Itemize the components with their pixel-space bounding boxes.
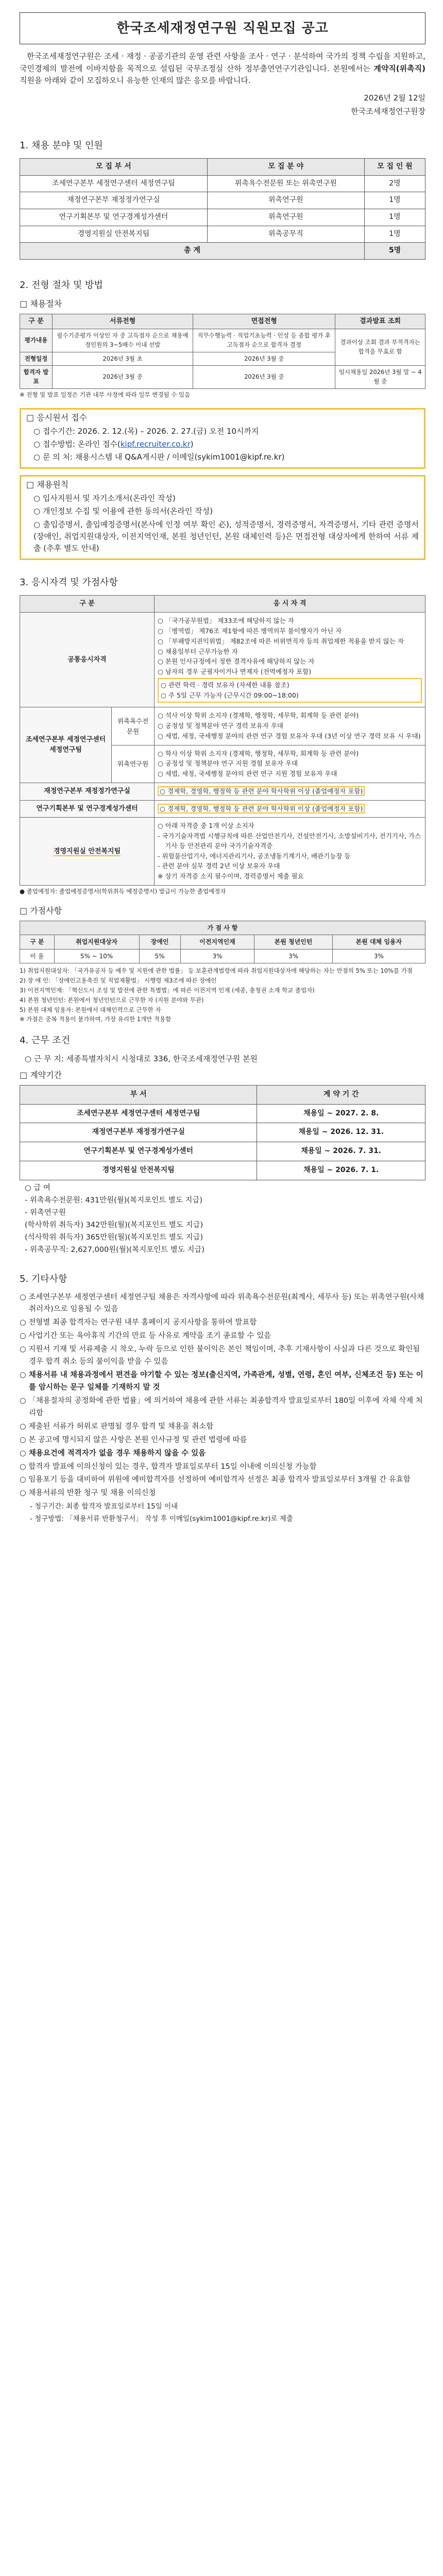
intro-text-2: 직원을 아래와 같이 모집하오니 유능한 인재의 많은 응모를 바랍니다. [20, 75, 251, 85]
row-label: 연구기획본부 및 연구경계성가센터 [20, 800, 155, 818]
table-cell: 2026년 3월 초 [53, 352, 193, 366]
signature: 한국조세재정연구원장 [351, 106, 425, 116]
table-cell: 3% [254, 949, 332, 963]
table-cell: 5% ~ 10% [54, 949, 139, 963]
list-item: ○ 남자의 경우 군필자이거나 면제자 (전역예정자 포함) [158, 668, 312, 676]
table-header: 부 서 [20, 1086, 257, 1105]
row-label: 전형일정 [20, 352, 53, 366]
date-signature [20, 92, 425, 118]
bonus-note: 3) 이전지역인재: 「혁신도시 조성 및 발전에 관한 특별법」에 따른 이전지역 인재 (세종, 충청권 소재 학교 졸업자) [20, 986, 315, 994]
list-item: ○ 주 5일 근무 가능자 (근무시간 09:00~18:00) [161, 691, 299, 699]
table-cell: 임시채용일 2026년 3월 말 ~ 4월 중 [335, 366, 425, 389]
table-cell [155, 707, 425, 745]
table-cell: 1명 [364, 192, 425, 209]
table-row [20, 613, 425, 707]
section-heading-5: 5. 기타사항 [20, 1273, 67, 1284]
table-cell: 재정연구본부 재정정가연구실 [20, 192, 208, 209]
list-item: ○ 공정성 및 정책분야 연구 경력 보유자 우대 [158, 722, 283, 730]
list-item: - 국가기술자격법 시행규칙에 따른 산업안전기사, 건설안전기사, 소방설비기사, 전기기사, 가스기사 등 안전관리 분야 국가기술자격증 [158, 832, 421, 850]
section-heading-2: 2. 전형 절차 및 방법 [20, 280, 103, 291]
list-item: ○ 「채용절차의 공정화에 관한 법률」에 의거하여 채용에 관한 서류는 최종합격자 발표일로부터 180일 이후에 자체 삭제 처리함 [20, 1396, 423, 1417]
table-header: 본원 청년인턴 [254, 935, 332, 950]
table-cell: 2명 [364, 175, 425, 192]
documents-line: ○ 출입증명서, 출입예정증명서(본사에 인정 여부 확인 必), 성적증명서, 경력증명서, 자격증명서, 기타 관련 증명서(장애인, 취업지원대상자, 이전지역인재, 본원 청년인턴, 본원 대체인력 등)은 면접전형 대상자에게 한하여 서류 제출 (추후 별도 안내) [33, 519, 419, 553]
list-item: ○ 채용서류의 반환 청구 및 채용 이의신청 [20, 1489, 156, 1498]
salary-line: (학사학위 취득자) 342만원(월)(복지포인트 별도 지급) [25, 1221, 203, 1230]
graduation-footnote: ● 졸업예정자: 졸업예정증명서(학위취득 예정증명서) 발급이 가능한 졸업예정자 [20, 887, 226, 895]
table-row [20, 1161, 425, 1180]
table-header: 구 분 [20, 935, 55, 950]
table-cell: 2026년 3월 중 [193, 352, 335, 366]
table-cell: 경영지원실 안전복지팀 [20, 226, 208, 243]
total-row [20, 243, 425, 260]
row-label: 재정연구본부 재정정가연구실 [20, 783, 155, 800]
table-header: 구 분 [20, 596, 155, 613]
bonus-note: ※ 가점은 중복 적용이 불가하며, 가장 유리한 1개만 적용함 [20, 1015, 172, 1023]
table-cell: 채용일 ~ 2026. 7. 1. [257, 1161, 425, 1180]
salary-heading: ○ 급 여 [25, 1183, 50, 1192]
table-header: 이전지역인재 [180, 935, 254, 950]
method-prefix: ○ 접수방법: 온라인 접수( [33, 439, 121, 449]
bonus-note: 2) 장 애 인: 「장애인고용촉진 및 직업재활법」 시행령 제3조에 따른 장애인 [20, 977, 217, 985]
section-heading-4: 4. 근무 조건 [20, 1035, 71, 1046]
table-cell: 위촉공무직 [207, 226, 364, 243]
table-cell: 5% [139, 949, 180, 963]
contract-table [20, 1085, 425, 1180]
subheading-process: □ 채용절차 [20, 298, 62, 309]
table-cell [155, 783, 425, 800]
title-box [20, 12, 425, 44]
list-item: ○ 채용일부터 근무가능한 자 [158, 647, 238, 655]
table-cell [155, 818, 425, 886]
subheading-contract: □ 계약기간 [20, 1070, 62, 1080]
announcement-date: 2026년 2월 12일 [364, 93, 425, 103]
list-item: ○ 아래 자격증 중 1개 이상 소지자 [158, 822, 254, 830]
table-cell: 위촉연구원 [207, 192, 364, 209]
list-item: ○ 경제학, 경영학, 행정학 등 관련 분야 학사학위 이상 (졸업예정자 포함) [158, 786, 365, 796]
list-item: ○ 「국가공무원법」 제33조에 해당하지 않는 자 [158, 617, 294, 625]
list-item: - 관련 분야 실무 경력 2년 이상 보유자 우대 [158, 862, 280, 870]
intro-text-1: 한국조세재정연구원은 조세 · 재정 · 공공기관의 운영 관련 사항을 조사 · 연구 · 분석하여 국가의 정책 수립을 지원하고, 국민경제의 발전에 이바지함을 목적으로 설립된 국무조정실 산하 정부출연연구기관입니다. 본원에서는 [20, 52, 425, 73]
total-value: 5명 [364, 243, 425, 260]
documents-line: ○ 입사지원서 및 자기소개서(온라인 작성) [33, 494, 176, 503]
list-item: ○ 석사 이상 학위 소지자 (경제학, 행정학, 세무학, 회계학 등 관련 분야) [158, 711, 359, 720]
table-cell: 직무수행능력 · 직업기초능력 · 인성 등 종합 평가 후 고득점자 순으로 합격자 결정 [193, 329, 335, 352]
bonus-notes [20, 967, 425, 1024]
list-item: ○ 채용서류 내 채용과정에서 편견을 야기할 수 있는 정보(출신지역, 가족관계, 성별, 연령, 혼인 여부, 신체조건 등) 또는 이를 암시하는 문구 일체를 기재하지 말 것 [20, 1371, 423, 1392]
table-row [20, 226, 425, 243]
table-row [20, 175, 425, 192]
table-cell: 위촉욕수전문원 또는 위촉연구원 [207, 175, 364, 192]
list-item: ○ 조세연구본부 세정연구센터 세정연구팀 채용은 자격사항에 따라 위촉욕수전문원(최계사, 세무사 등) 또는 위촉연구원(사채취러자)으로 임용될 수 있음 [20, 1293, 424, 1314]
table-row [20, 1123, 425, 1142]
table-row [20, 1142, 425, 1161]
table-cell: 채용일 ~ 2026. 12. 31. [257, 1123, 425, 1142]
salary-block [25, 1182, 425, 1257]
list-subitem: - 청구방법: 「채용서류 반환청구서」 작성 후 이메일(sykim1001@kipf.re.kr)로 제출 [30, 1514, 293, 1523]
table-header: 응 시 자 격 [155, 596, 425, 613]
table-row [20, 800, 425, 818]
bonus-table [20, 921, 425, 964]
table-cell: 3% [332, 949, 425, 963]
table-row [20, 783, 425, 800]
table-cell: 경영지원실 안전복지팀 [20, 1161, 257, 1180]
table-row [20, 818, 425, 886]
list-item: ○ 공정성 및 정책분야 연구 지원 경험 보유자 우대 [158, 759, 298, 768]
work-place: ○ 근 무 지: 세종특별자치시 시청대로 336, 한국조세재정연구원 본원 [25, 1054, 258, 1064]
salary-line: (석사학위 취득자) 365만원(월)(복지포인트 별도 지급) [25, 1233, 203, 1242]
table-cell: 2026년 3월 중 [53, 366, 193, 389]
list-item: ○ 임용포기 등을 대비하여 위원에 예비합격자를 선정하며 예비합격자 선정은 최종 합격자 발표일로부터 3개월 간 유효함 [20, 1476, 411, 1484]
list-item: ○ 제출된 서류가 허위로 판명될 경우 합격 및 채용을 취소함 [20, 1422, 214, 1431]
table-row [20, 192, 425, 209]
application-period: ○ 접수기간: 2026. 2. 12.(목) – 2026. 2. 27.(금) 오전 10시까지 [33, 426, 259, 436]
table-cell [155, 745, 425, 783]
intro-bold: 계약직(위촉직) [373, 63, 425, 73]
documents-box [20, 475, 425, 560]
table-cell: 연구기획본부 및 연구경계성가센터 [20, 1142, 257, 1161]
table-row [20, 366, 425, 389]
table-header: 계 약 기 간 [257, 1086, 425, 1105]
intro-paragraph [20, 50, 425, 87]
table-cell: 필수기준평가 이상인 자 중 고득점자 순으로 채용예정인원의 3~5배수 이내 선발 [53, 329, 193, 352]
table-row [20, 329, 425, 352]
table-cell: 1명 [364, 226, 425, 243]
table-header: 모 집 인 원 [364, 158, 425, 175]
table-header: 모 집 부 서 [20, 158, 208, 175]
table-cell [155, 613, 425, 707]
table-header: 장애인 [139, 935, 180, 950]
application-heading: □ 응시원서 접수 [26, 412, 88, 422]
section-heading-3: 3. 응시자격 및 가점사항 [20, 577, 118, 588]
list-item: - 위험물산업기사, 에너지관리기사, 공조냉동기계기사, 배관기능장 등 [158, 852, 351, 860]
table-cell: 재정연구본부 재정정가연구실 [20, 1123, 257, 1142]
list-item: ○ 세법, 세정, 국세행정 분야의 관련 연구 지원 경험 보유자 우대 [158, 770, 337, 778]
list-item: ○ 「부패방지권익위법」 제82조에 따른 비위면직자 등의 취업제한 적용을 받지 않는 자 [158, 637, 404, 645]
list-item: ○ 본 공고에 명시되지 않은 사항은 본원 인사규정 및 관련 법령에 따름 [20, 1435, 247, 1444]
table-cell: 연구기획본부 및 연구경계성가센터 [20, 209, 208, 226]
table-header: 면접전형 [193, 314, 335, 329]
table-cell: 3% [180, 949, 254, 963]
method-suffix: ) [190, 439, 194, 449]
recruit-site-link[interactable]: kipf.recruiter.co.kr [120, 439, 191, 449]
table-cell: 비 율 [20, 949, 55, 963]
table-row [20, 949, 425, 963]
row-label: 조세연구본부 세정연구센터 세정연구팀 [20, 707, 112, 783]
table-header: 본원 대체 임용자 [332, 935, 425, 950]
list-subitem: - 청구기간: 최종 합격자 발표일로부터 15일 이내 [30, 1502, 178, 1511]
table-cell: 2026년 3월 중 [193, 366, 335, 389]
application-method [33, 438, 419, 450]
salary-line: - 위촉공무직: 2,627,000원(월)(복지포인트 별도 지급) [25, 1246, 205, 1255]
table-row [20, 707, 425, 745]
table-cell: 조세연구본부 세정연구센터 세정연구팀 [20, 175, 208, 192]
application-box [20, 408, 425, 469]
documents-heading: □ 채용원칙 [26, 480, 69, 490]
subheading-bonus: □ 가점사항 [20, 905, 62, 916]
list-item: ※ 상기 자격증 소지 필수이며, 경력증명서 제출 필요 [158, 872, 304, 880]
bonus-note: 1) 취업지원대상자: 「국가유공자 등 예우 및 지원에 관한 법률」 등 보훈관계법령에 따라 취업지원대상자에 해당하는 자는 만점의 5% 또는 10%를 가점 [20, 967, 413, 975]
bonus-caption: 가 점 사 항 [20, 921, 425, 935]
process-note: ※ 전형 및 발표 일정은 기관 내부 사정에 따라 일부 변경될 수 있음 [20, 391, 191, 398]
list-item: ○ 「병역법」 제76조 제1항에 따른 병역의무 불이행자가 아닌 자 [158, 627, 342, 635]
table-header: 결과발표 조회 [335, 314, 425, 329]
table-header: 서류전형 [53, 314, 193, 329]
sub-label: 위촉욕수전문원 [112, 707, 155, 745]
contact-info: ○ 문 의 처: 채용시스템 내 Q&A게시판 / 이메일(sykim1001@kipf.re.kr) [33, 452, 285, 462]
safety-label: 경영지원실 안전복지팀 [53, 847, 121, 855]
process-table [20, 314, 425, 389]
row-label: 합격자 발표 [20, 366, 53, 389]
positions-table [20, 158, 425, 260]
list-item: ○ 전형별 최종 합격자는 연구원 내부 홈페이지 공지사항을 통하여 발표함 [20, 1318, 257, 1327]
table-row [20, 1104, 425, 1123]
total-label: 총 계 [20, 243, 365, 260]
list-item: ○ 관련 학력 · 경력 보유자 (자세한 내용 참조) [161, 681, 289, 689]
sub-label: 위촉연구원 [112, 745, 155, 783]
table-cell: 결과이상 조회 결과 부적격자는 합격을 무효로 함 [335, 329, 425, 365]
list-item: ○ 지원서 기재 및 서류제출 시 착오, 누락 등으로 인한 불이익은 본인 책임이며, 추후 기재사항이 사실과 다른 것으로 확인될 경우 합격 취소 등의 불이익을 받을 수 있음 [20, 1345, 420, 1366]
section-heading-1: 1. 채용 분야 및 인원 [20, 140, 103, 151]
common-highlight-box [158, 678, 422, 703]
bonus-note: 5) 본원 대체 임용자: 본원에서 대체인력으로 근무한 자 [20, 1006, 161, 1013]
table-header: 취업지원대상자 [54, 935, 139, 950]
table-cell: 채용일 ~ 2026. 7. 31. [257, 1142, 425, 1161]
list-item: ○ 합격자 발표에 이의신청이 있는 경우, 합격자 발표일로부터 15일 이내에 이의신청 가능함 [20, 1462, 317, 1471]
page-title: 한국조세재정연구원 직원모집 공고 [116, 21, 329, 36]
table-cell: 채용일 ~ 2027. 2. 8. [257, 1104, 425, 1123]
table-header: 구 분 [20, 314, 53, 329]
misc-list [20, 1292, 425, 1524]
table-cell: 조세연구본부 세정연구센터 세정연구팀 [20, 1104, 257, 1123]
list-item: ○ 학사 이상 학위 소지자 (경제학, 행정학, 세무학, 회계학 등 관련 분야) [158, 749, 359, 757]
table-row [20, 209, 425, 226]
row-label [20, 818, 155, 886]
list-item: ○ 본원 인사규정에서 정한 결격사유에 해당하지 않는 자 [158, 657, 315, 666]
row-label: 평가내용 [20, 329, 53, 352]
list-item: ○ 세법, 세정, 국세행정 분야의 관련 연구 경험 보유자 우대 (3년 이상 연구 경력 보유 시 우대) [158, 732, 421, 740]
table-cell: 위촉연구원 [207, 209, 364, 226]
bonus-note: 4) 본원 청년인턴: 본원에서 청년인턴으로 근무한 자 (지원 분야와 무관) [20, 996, 204, 1004]
qualifications-table [20, 595, 425, 886]
row-label: 공통응시자격 [20, 613, 155, 707]
list-item: ○ 사업기간 또는 육아휴직 기간의 만료 등 사유로 계약을 조기 종료할 수 있음 [20, 1332, 271, 1341]
salary-line: - 위촉연구원 [25, 1208, 66, 1217]
table-cell: 1명 [364, 209, 425, 226]
common-list [158, 616, 422, 677]
list-item: ○ 채용요건에 적격자가 없을 경우 채용하지 않을 수 있음 [20, 1449, 206, 1458]
salary-line: - 위촉욕수전문원: 431만원(월)(복지포인트 별도 지급) [25, 1196, 202, 1205]
table-header: 모 집 분 야 [207, 158, 364, 175]
table-cell [155, 800, 425, 818]
list-item: ○ 경제학, 경영학, 행정학 등 관련 분야 학사학위 이상 (졸업예정자 포함) [158, 804, 365, 814]
documents-line: ○ 개인정보 수집 및 이용에 관한 동의서(온라인 작성) [33, 506, 213, 516]
